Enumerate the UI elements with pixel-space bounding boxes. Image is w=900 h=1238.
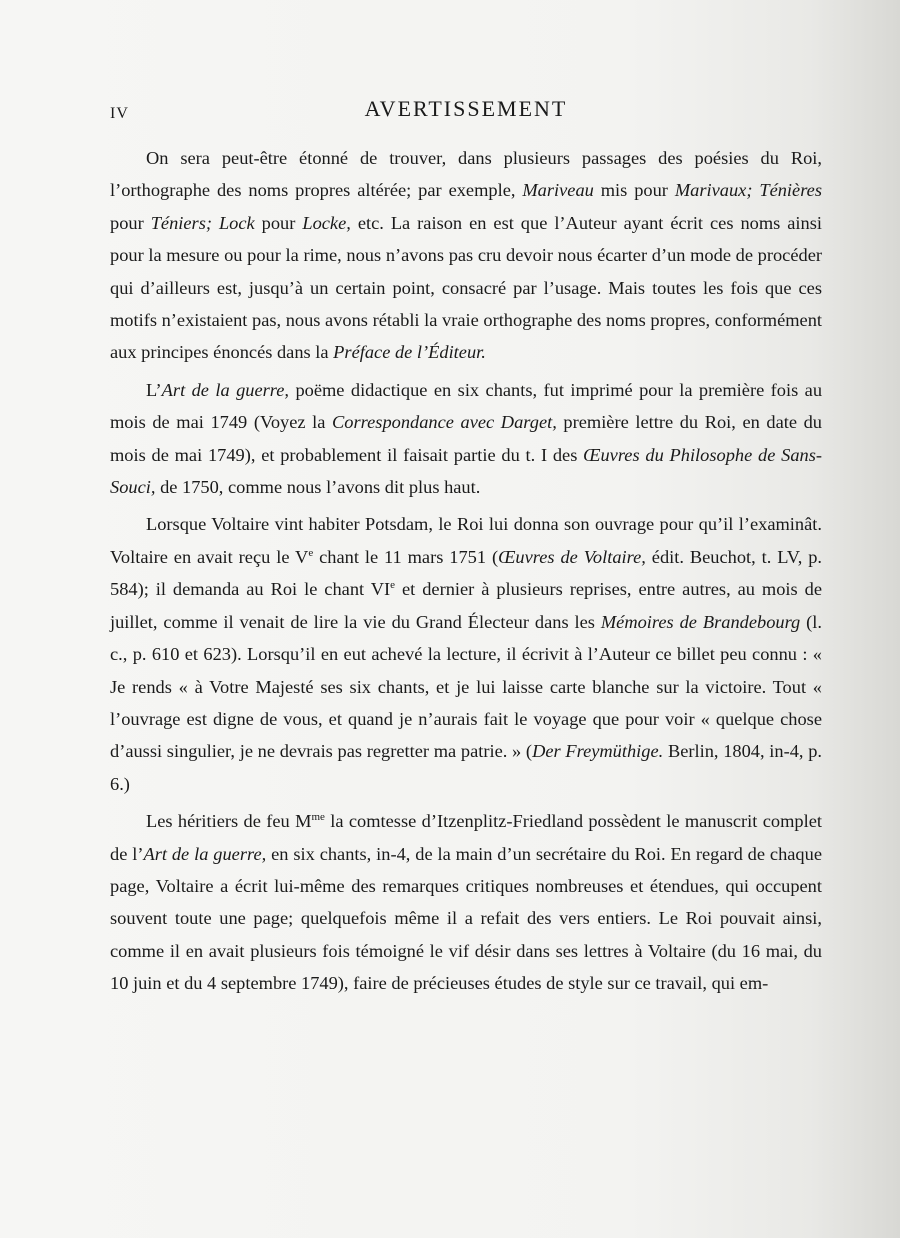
text-run: Berlin, 1804, in-4, p. 6.): [110, 741, 822, 794]
paragraph: [110, 374, 822, 504]
text-run: etc. La raison en est que l’Auteur ayant écrit ces noms ainsi pour la mesure ou pour la rime, nous n’avons pas cru devoir nous écarter d’un mode de procéder qui d’ailleurs est, jusqu’à un certain point, consacré par l’usage. Mais toutes les fois que ces motifs n’existaient pas, nous avons rétabli la vraie orthographe des noms propres, conformément aux principes énoncés dans la: [110, 212, 823, 363]
italic-text: Locke,: [302, 212, 351, 233]
text-run: Lorsque Voltaire vint habiter Potsdam, le Roi lui donna son ouvrage pour qu’il l’examinât. Voltaire en avait reçu le V: [110, 514, 822, 567]
text-run: pour: [254, 212, 303, 233]
text-run: L’: [146, 379, 162, 400]
italic-text: Préface de l’Éditeur.: [333, 342, 486, 363]
text-run: mis pour: [593, 180, 675, 201]
italic-text: Art de la guerre,: [161, 379, 290, 400]
superscript: e: [390, 579, 396, 592]
text-run: pour: [110, 212, 151, 233]
text-run: (l. c., p. 610 et 623). Lorsqu’il en eut achevé la lecture, il écrivit à l’Auteur ce billet peu connu : « Je rends « à Votre Majesté ses six chants, et je lui laisse carte blanche sur la victoire. Tout « l’ouvrage est digne de vous, et quand je n’aurais fait le voyage que pour voir « quelque chose d’aussi singulier, je ne devrais pas regretter ma patrie. » (: [110, 611, 822, 762]
text-run: première lettre du Roi, en date du mois de mai 1749), et probablement il faisait partie du t. I des: [110, 412, 823, 465]
text-run: chant le 11 mars 1751 (: [313, 546, 499, 567]
paragraph: [110, 142, 822, 369]
italic-text: Correspondance avec Darget,: [332, 412, 557, 433]
text-run: édit. Beuchot, t. LV, p. 584); il demanda au Roi le chant VI: [110, 546, 822, 600]
italic-text: Marivaux; Ténières: [674, 180, 822, 201]
paragraph: [110, 805, 822, 999]
text-run: On sera peut-être étonné de trouver, dans plusieurs passages des poésies du Roi, l’orthographe des noms propres altérée; par exemple,: [110, 148, 822, 201]
paragraph: [110, 508, 822, 800]
italic-text: Mariveau: [522, 180, 594, 201]
text-run: Les héritiers de feu M: [146, 811, 312, 832]
running-title: AVERTISSEMENT: [364, 96, 568, 121]
text-run: en six chants, in-4, de la main d’un secrétaire du Roi. En regard de chaque page, Voltaire a écrit lui-même des remarques critiques nombreuses et étendues, qui occupent souvent toute une page; quelquefois même il a refait des vers entiers. Le Roi pouvait ainsi, comme il en avait plusieurs fois témoigné le vif désir dans ses lettres à Voltaire (du 16 mai, du 10 juin et du 4 septembre 1749), faire de précieuses études de style sur ce travail, qui em-: [110, 843, 822, 994]
italic-text: Mémoires de Brandebourg: [600, 611, 801, 632]
superscript: e: [308, 546, 314, 559]
superscript: me: [311, 811, 325, 824]
page-body: [110, 142, 822, 1005]
page-header: [110, 96, 822, 130]
italic-text: Œuvres de Voltaire,: [498, 546, 646, 567]
text-run: de 1750, comme nous l’avons dit plus haut.: [155, 477, 481, 498]
text-run: et dernier à plusieurs reprises, entre autres, au mois de juillet, comme il venait de lire la vie du Grand Électeur dans les: [110, 579, 823, 632]
italic-text: Der Freymüthige.: [532, 741, 664, 762]
text-run: poëme didactique en six chants, fut imprimé pour la première fois au mois de mai 1749 (Voyez la: [110, 379, 823, 433]
italic-text: Œuvres du Philosophe de Sans-Souci,: [110, 444, 822, 498]
page-number: IV: [110, 105, 129, 122]
italic-text: Téniers; Lock: [150, 212, 255, 233]
text-run: la comtesse d’Itzenplitz-Friedland possèdent le manuscrit complet de l’: [110, 811, 822, 864]
italic-text: Art de la guerre,: [143, 843, 267, 864]
